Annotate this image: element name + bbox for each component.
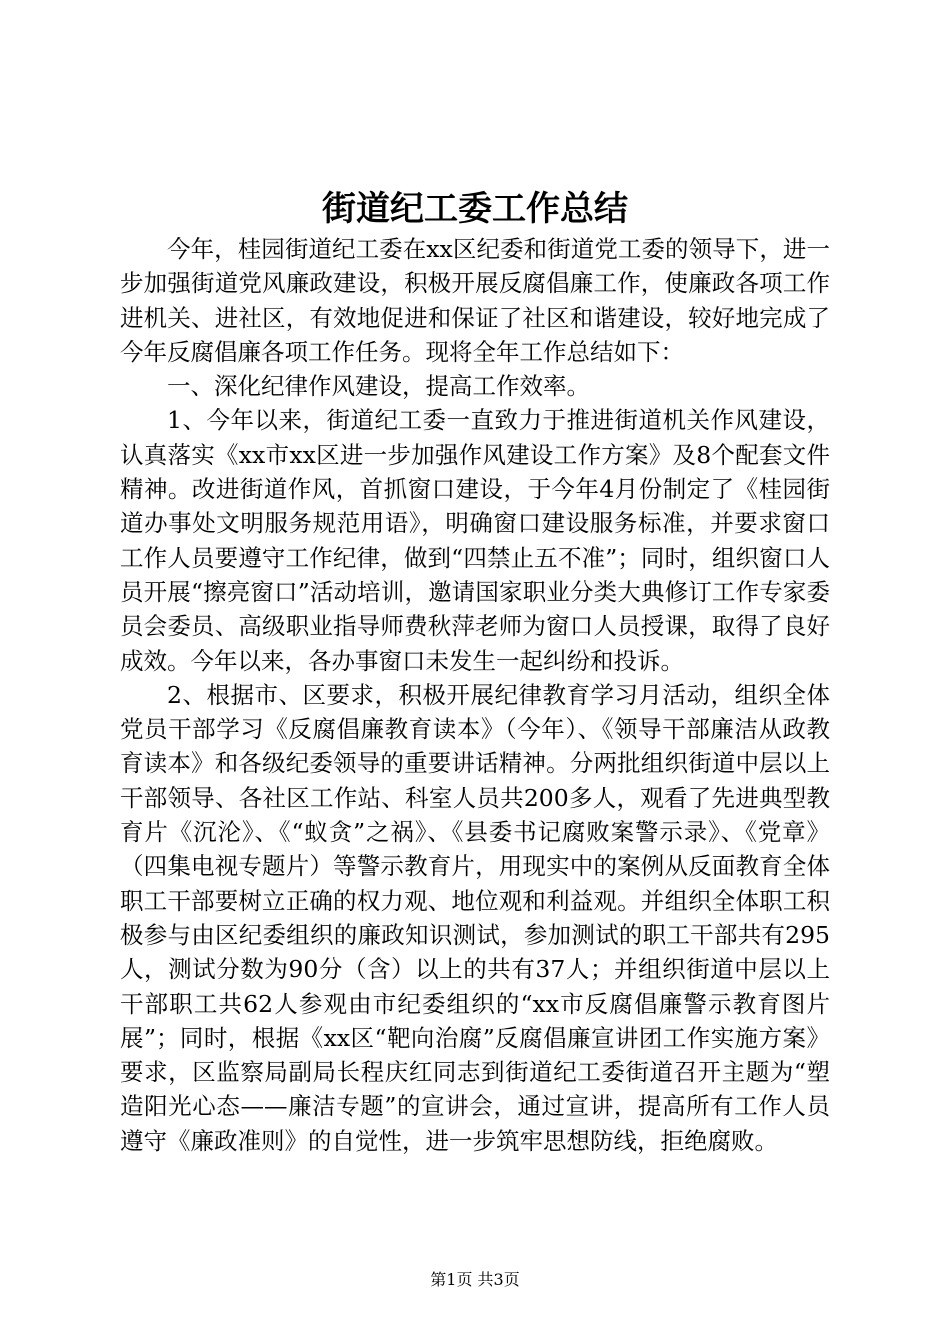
section-heading-1: 一、深化纪律作风建设，提高工作效率。 (167, 372, 590, 401)
document-body (120, 232, 830, 1158)
page-footer: 第1页 共3页 (430, 1270, 520, 1289)
paragraph-item-2: 2、根据市、区要求，积极开展纪律教育学习月活动，组织全体党员干部学习《反腐倡廉教育读本》（今年）、《领导干部廉洁从政教育读本》和各级纪委领导的重要讲话精神。分两批组织街道中层以上干部领导、各社区工作站、科室人员共200多人，观看了先进典型教育片《沉沦》、《“蚁贪”之祸》、《县委书记腐败案警示录》、《党章》（四集电视专题片）等警示教育片，用现实中的案例从反面教育全体职工干部要树立正确的权力观、地位观和利益观。并组织全体职工积极参与由区纪委组织的廉政知识测试，参加测试的职工干部共有295人，测试分数为90分（含）以上的共有37人；并组织街道中层以上干部职工共62人参观由市纪委组织的“xx市反腐倡廉警示教育图片展”；同时，根据《xx区“靶向治腐”反腐倡廉宣讲团工作实施方案》要求，区监察局副局长程庆红同志到街道纪工委街道召开主题为“塑造阳光心态——廉洁专题”的宣讲会，通过宣讲，提高所有工作人员遵守《廉政准则》的自觉性，进一步筑牢思想防线，拒绝腐败。 (120, 680, 830, 1155)
document-title: 街道纪工委工作总结 (322, 189, 628, 229)
paragraph-intro: 今年，桂园街道纪工委在xx区纪委和街道党工委的领导下，进一步加强街道党风廉政建设，积极开展反腐倡廉工作，使廉政各项工作进机关、进社区，有效地促进和保证了社区和谐建设，较好地完成了今年反腐倡廉各项工作任务。现将全年工作总结如下： (120, 235, 830, 366)
paragraph-item-1: 1、今年以来，街道纪工委一直致力于推进街道机关作风建设，认真落实《xx市xx区进一步加强作风建设工作方案》及8个配套文件精神。改进街道作风，首抓窗口建设，于今年4月份制定了《桂园街道办事处文明服务规范用语》，明确窗口建设服务标准，并要求窗口工作人员要遵守工作纪律，做到“四禁止五不准”；同时，组织窗口人员开展“擦亮窗口”活动培训，邀请国家职业分类大典修订工作专家委员会委员、高级职业指导师费秋萍老师为窗口人员授课，取得了良好成效。今年以来，各办事窗口未发生一起纠纷和投诉。 (120, 406, 830, 675)
